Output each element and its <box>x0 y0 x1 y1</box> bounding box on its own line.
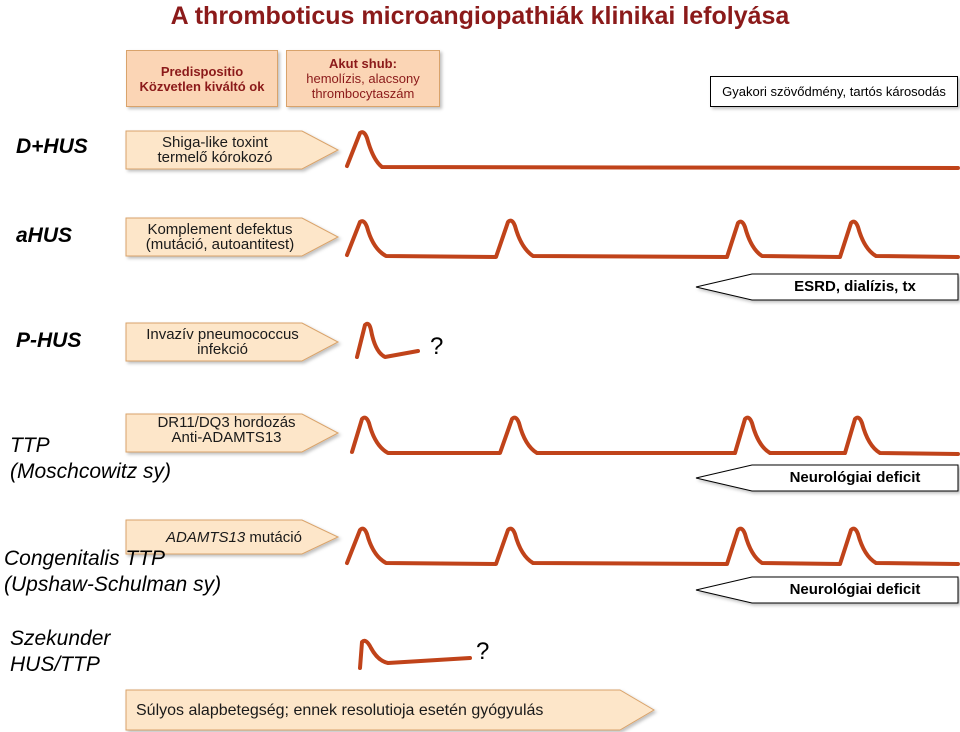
secondary-course-curve <box>360 641 470 668</box>
ahus-course-curve <box>347 221 958 257</box>
dhus-cause-line1: Shiga-like toxint <box>162 134 268 151</box>
cttp-cause-text <box>134 530 334 545</box>
row-label-dhus: D+HUS <box>16 135 88 158</box>
row-label-ttp-line1: TTP <box>10 434 50 457</box>
ttp-cause-line2: Anti-ADAMTS13 <box>171 429 282 446</box>
row-label-secondary-line2: HUS/TTP <box>10 653 100 676</box>
dhus-cause-text <box>130 135 300 165</box>
row-label-cttp-line2: (Upshaw-Schulman sy) <box>4 573 222 596</box>
phase-predisposition-line1: Predispositio <box>160 63 244 79</box>
row-label-cttp <box>4 546 221 598</box>
phase-acute-box <box>286 50 440 107</box>
ttp-course-curve <box>352 418 958 454</box>
cttp-outcome-text: Neurológiai deficit <box>789 581 921 598</box>
phase-complication-box <box>710 76 958 107</box>
row-label-secondary <box>10 626 110 678</box>
phase-acute-line2: hemolízis, alacsony <box>306 71 420 86</box>
phus-cause-text <box>130 327 315 357</box>
ahus-cause-line2: (mutáció, autoantitest) <box>145 236 295 253</box>
phus-unknown-mark: ? <box>430 333 444 360</box>
phase-predisposition-line2: Közvetlen kiváltó ok <box>139 78 265 94</box>
ahus-outcome-text: ESRD, dialízis, tx <box>794 278 916 295</box>
dhus-cause-line2: termelő kórokozó <box>157 149 273 166</box>
phase-acute-line1: Akut shub: <box>329 56 397 71</box>
cttp-cause-rest: mutáció <box>245 529 302 546</box>
phus-course-curve <box>357 324 418 357</box>
ahus-cause-line1: Komplement defektus <box>147 221 293 238</box>
ahus-cause-text <box>130 222 310 252</box>
ttp-cause-line1: DR11/DQ3 hordozás <box>157 414 296 431</box>
phus-cause-line2: infekció <box>197 341 248 358</box>
phus-cause-line1: Invazív pneumococcus <box>146 326 299 343</box>
cttp-course-curve <box>347 529 958 564</box>
phase-predisposition-box <box>126 50 278 107</box>
phase-acute-line3: thrombocytaszám <box>311 86 415 101</box>
secondary-unknown-mark: ? <box>476 638 490 665</box>
row-label-secondary-line1: Szekunder <box>10 627 111 650</box>
ttp-cause-text <box>134 415 319 445</box>
page-title: A thromboticus microangiopathiák klinikai lefolyása <box>170 2 790 30</box>
cttp-cause-gene: ADAMTS13 <box>166 529 246 546</box>
phase-complication-label: Gyakori szövődmény, tartós károsodás <box>722 84 946 99</box>
secondary-cause-text: Súlyos alapbetegség; ennek resolutioja esetén gyógyulás <box>136 702 544 719</box>
row-label-ttp-line2: (Moschcowitz sy) <box>10 460 172 483</box>
row-label-ahus: aHUS <box>16 224 73 247</box>
row-label-cttp-line1: Congenitalis TTP <box>4 547 166 570</box>
ttp-outcome-text: Neurológiai deficit <box>789 469 921 486</box>
row-label-phus: P-HUS <box>16 329 82 352</box>
dhus-course-curve <box>347 132 958 168</box>
